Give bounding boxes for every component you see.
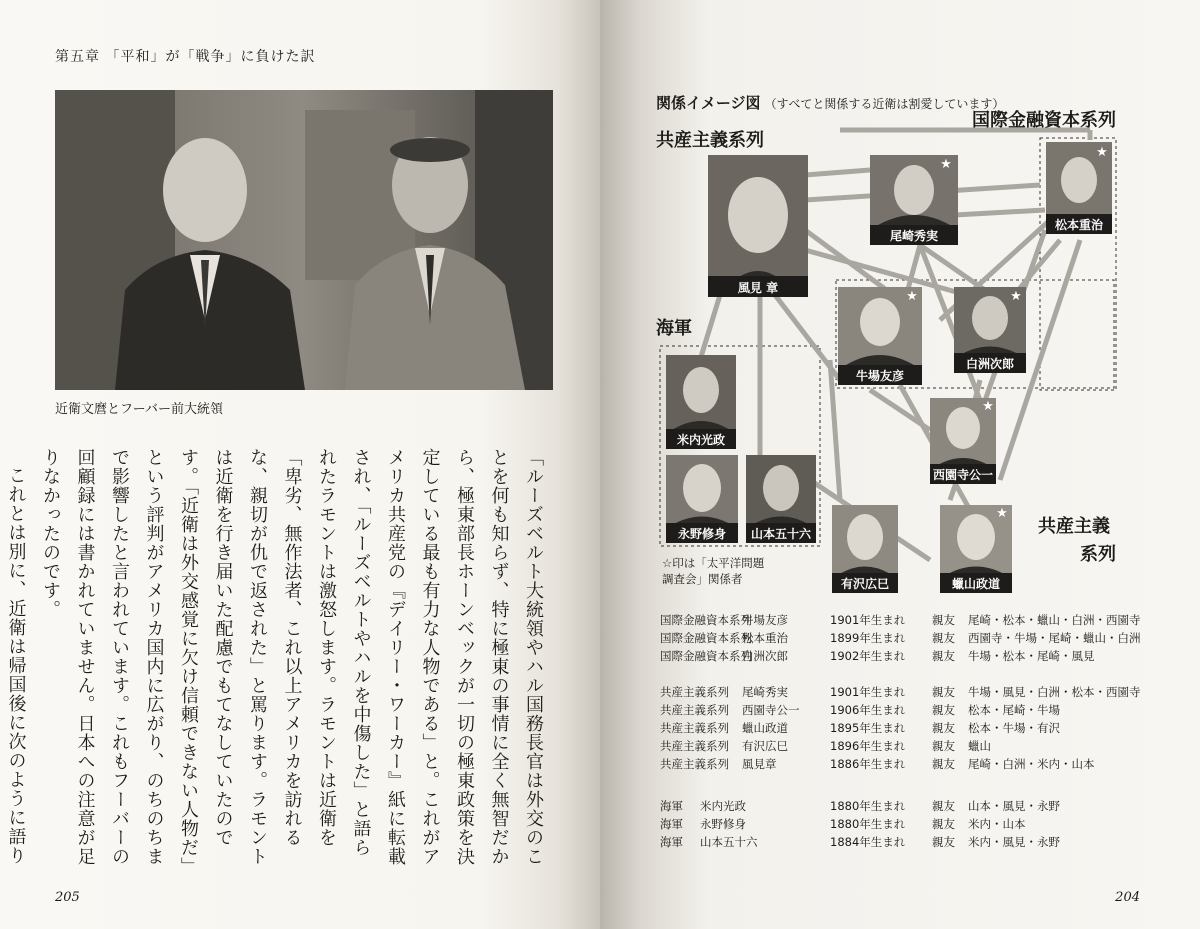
group-label-kyosan-bottom-2: 系列 <box>1080 544 1116 565</box>
group-label-kokusai: 国際金融資本系列 <box>972 110 1116 131</box>
star-note <box>662 555 764 587</box>
body-text <box>5 448 550 868</box>
body-paragraph-2: これとは別に、近衛は帰国後に次のように語り <box>5 466 27 865</box>
label-nagano: 永野修身 <box>677 527 727 541</box>
star-note-line1: ☆印は「太平洋問題 <box>662 556 765 570</box>
label-shirasu: 白洲次郎 <box>965 357 1015 371</box>
portrait-saionji <box>930 398 996 484</box>
star-shirasu: ★ <box>1010 289 1022 304</box>
right-page: 関係イメージ図 （すべてと関係する近衛は割愛しています） 国際金融資本系列 共産主義系列 海軍 共産主義 系列 風見 章 尾崎秀実 ★ 松本重治 ★ 牛場友彦 ★ 白洲次郎 ★ 米内光政 西園寺公一 ★ 永野修身 山本五十六 有沢広巳 蠟山政道 ★ ☆印は「太平洋問題 調査会」関係者 国際金融資本系列 牛場友彦 1901年生まれ 親友 尾崎・松本・蠟山・白洲・西園寺 国際金融資本系列 松本重治 1899年生まれ 親友 西園寺・牛場・尾崎・蠟山・白洲 国際金融資本系列 白洲次郎 1902年生まれ 親友 牛場・松本・尾崎・風見 共産主義系列 尾崎秀実 1901年生まれ 親友 牛場・風見・白洲・松本・西園寺 共産主義系列 西園寺公一 1906年生まれ 親友 松本・尾崎・牛場 共産主義系列 蠟山政道 1895年生まれ 親友 松本・牛場・有沢 共産主義系列 有沢広巳 1896年生まれ 親友 蠟山 共産主義系列 風見章 1886年生まれ 親友 尾崎・白洲・米内・山本 海軍 米内光政 1880年生まれ 親友 山本・風見・永野 海軍 永野修身 1880年生まれ 親友 米内・山本 海軍 山本五十六 1884年生まれ 親友 米内・風見・永野 204 <box>600 0 1200 929</box>
portrait-ozaki <box>870 155 958 245</box>
group-label-kyosan-bottom-1: 共産主義 <box>1038 516 1110 537</box>
portrait-kazami <box>708 155 808 297</box>
star-royama: ★ <box>996 506 1008 521</box>
portrait-shirasu <box>954 287 1026 373</box>
photo-caption: 近衛文麿とフーバー前大統領 <box>55 402 223 417</box>
star-ozaki: ★ <box>940 157 952 172</box>
label-matsumoto: 松本重治 <box>1054 218 1104 232</box>
star-matsumoto: ★ <box>1096 145 1108 160</box>
portrait-yonai <box>666 355 736 449</box>
page-number-left: 205 <box>55 890 80 905</box>
portrait-matsumoto <box>1046 142 1112 234</box>
figure-subtitle: （すべてと関係する近衛は割愛しています） <box>764 97 1005 111</box>
portrait-royama <box>940 505 1012 593</box>
running-head: 第五章 「平和」が「戦争」に負けた訳 <box>55 49 316 65</box>
label-ushiba: 牛場友彦 <box>855 369 905 383</box>
relationship-diagram <box>600 0 1200 600</box>
star-saionji: ★ <box>982 399 994 414</box>
figure-title-main: 関係イメージ図 <box>656 94 761 112</box>
label-kazami: 風見 章 <box>737 281 779 295</box>
portrait-yamamoto <box>746 455 816 543</box>
label-saionji: 西園寺公一 <box>932 468 994 482</box>
group-label-kyosan-top: 共産主義系列 <box>656 130 764 151</box>
page-number-right: 204 <box>1115 890 1140 905</box>
portrait-nagano <box>666 455 738 543</box>
label-arisawa: 有沢広巳 <box>840 577 890 591</box>
star-ushiba: ★ <box>906 289 918 304</box>
portrait-arisawa <box>832 505 898 593</box>
group-label-kaigun: 海軍 <box>656 318 692 339</box>
star-note-line2: 調査会」関係者 <box>662 572 743 586</box>
portrait-ushiba <box>838 287 922 385</box>
label-yamamoto: 山本五十六 <box>750 527 812 541</box>
body-paragraph-1: 「ルーズベルト大統領やハル国務長官は外交のことを何も知らず、特に極東の事情に全く無智だから、極東部長ホーンベックが一切の極東政策を決定している最も有力な人物である」と。これがアメリカ共産党の『デイリー・ワーカー』紙に転載され、「ルーズベルトやハルを中傷した」と語られたラモントは激怒します。ラモントは近衛を「卑劣、無作法者、これ以上アメリカを訪れるな、親切が仇で返された」と罵ります。ラモントは近衛を行き届いた配慮でもてなしていたのです。「近衛は外交感覚に欠け信頼できない人物だ」という評判がアメリカ国内に広がり、のちのちまで影響したと言われています。これもフーバーの回顧録には書かれていません。日本への注意が足りなかったのです。 <box>40 448 544 867</box>
label-yonai: 米内光政 <box>676 433 726 447</box>
label-ozaki: 尾崎秀実 <box>889 229 939 243</box>
label-royama: 蠟山政道 <box>951 577 1001 591</box>
historical-photo <box>55 90 553 390</box>
